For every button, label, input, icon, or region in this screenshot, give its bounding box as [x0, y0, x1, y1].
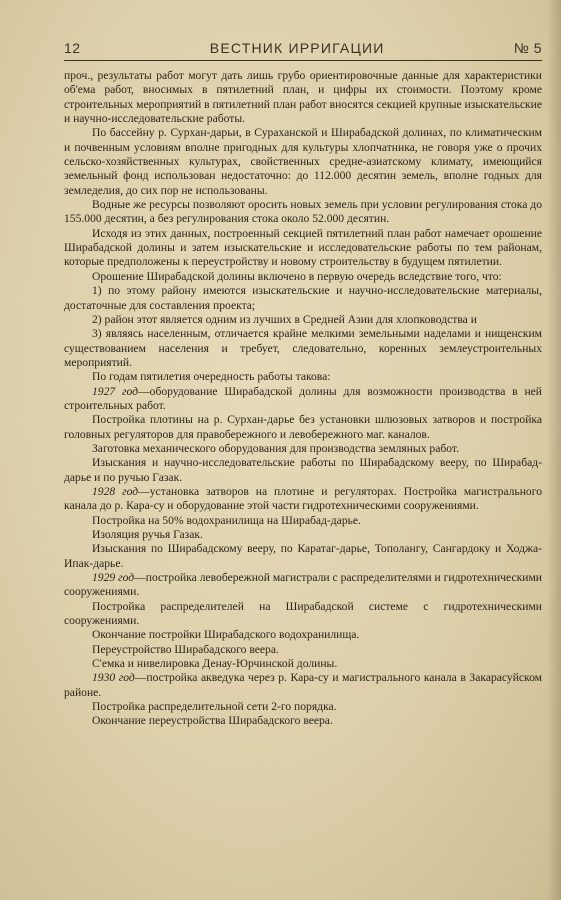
article-body: [64, 69, 542, 729]
year-text: —постройка акведука через р. Кара-су и магистрального канала в Закарасуйском районе.: [64, 671, 543, 699]
paragraph: Окончание переустройства Ширабадского веера.: [92, 714, 333, 728]
year-label: 1930 год: [92, 671, 135, 685]
paragraph: Водные же ресурсы позволяют оросить новых земель при условии регулирования стока до 155.000 десятин, а без регулирования стока около 52.000 десятин.: [64, 198, 542, 226]
paragraph: Изоляция ручья Газак.: [92, 528, 203, 541]
journal-title: ВЕСТНИК ИРРИГАЦИИ: [209, 40, 385, 56]
issue-number: № 5: [513, 40, 542, 56]
year-label: 1927 год: [92, 384, 139, 398]
paragraph: Постройка распределителей на Ширабадской системе с гидротехническими сооружениями.: [64, 599, 542, 628]
paragraph: Постройка плотины на р. Сурхан-дарье без установки шлюзовых затворов и постройка головных регуляторов для правобережного и левобережного маг. каналов.: [64, 413, 542, 441]
paragraph: Исходя из этих данных, построенный секцией пятилетний план работ намечает орошение Ширабадской долины и затем изыскательские и исследовательские работы по тем районам, которые предположены к переустройству и новому строительству в будущем пятилетии.: [64, 226, 542, 269]
year-text: —установка затворов на плотине и регуляторах. Постройка магистрального канала до р. Кара-су и оборудование этой части гидротехническими сооружениями.: [64, 484, 542, 513]
paragraph: проч., результаты работ могут дать лишь грубо ориентировочные данные для характеристики об'ема работ, вносимых в пятилетний план, и цифры их стоимости. Поэтому кроме строительных мероприятий в пятилетний план работ вносятся секцией крупные изыскательские и научно-исследовательские работы.: [64, 69, 542, 126]
paragraph: Изыскания и научно-исследовательские работы по Ширабадскому вееру, по Ширабад-дарье и по ручью Газак.: [64, 456, 542, 484]
paragraph: Окончание постройки Ширабадского водохранилища.: [92, 628, 360, 642]
year-paragraph: [64, 571, 542, 600]
list-item: 1) по этому району имеются изыскательские и научно-исследовательские материалы, достаточные для составления проекта;: [64, 284, 542, 312]
paragraph: Переустройство Ширабадского веера.: [92, 642, 279, 656]
paragraph: С'емка и нивелировка Денау-Юрчинской долины.: [92, 657, 338, 671]
page-number: 12: [64, 40, 81, 56]
page-spine-shadow: [547, 0, 561, 900]
list-item: 2) район этот является одним из лучших в Средней Азии для хлопководства и: [92, 312, 477, 326]
paragraph: Изыскания по Ширабадскому вееру, по Каратаг-дарье, Тополангу, Сангардоку и Ходжа-Ипак-дарье.: [64, 542, 542, 570]
year-label: 1928 год: [92, 484, 139, 498]
paragraph: Постройка распределительной сети 2-го порядка.: [92, 700, 337, 714]
year-text: —оборудование Ширабадской долины для возможности производства в ней строительных работ.: [64, 384, 542, 412]
header-rule: [64, 60, 542, 61]
paragraph: Постройка на 50% водохранилища на Ширабад-дарье.: [92, 513, 361, 527]
year-paragraph: [64, 385, 542, 414]
year-label: 1929 год: [92, 571, 135, 585]
paragraph: Заготовка механического оборудования для производства земляных работ.: [92, 441, 459, 455]
paragraph: По бассейну р. Сурхан-дарьи, в Сураханской и Ширабадской долинах, по климатическим и почвенным условиям вполне пригодных для культуры хлопчатника, не говоря уже о прочих сельско-хозяйственных культурах, свойственных средне-азиатскому климату, имеющийся земельный фонд использован недостаточно: до 112.000 десятин земель, вполне годных для земледелия, до сих пор не использованы.: [64, 126, 542, 197]
list-item: 3) являясь населенным, отличается крайне мелкими земельными наделами и нищенским существованием населения и требует, следовательно, коренных землеустроительных мероприятий.: [64, 327, 542, 369]
paragraph: По годам пятилетия очередность работы такова:: [92, 370, 331, 384]
year-paragraph: [64, 671, 542, 700]
year-paragraph: [64, 485, 542, 514]
paragraph: Орошение Ширабадской долины включено в первую очередь вследствие того, что:: [92, 269, 502, 283]
page-header: [64, 40, 542, 56]
year-text: —постройка левобережной магистрали с распределителями и гидротехническими сооружениями.: [64, 571, 542, 599]
